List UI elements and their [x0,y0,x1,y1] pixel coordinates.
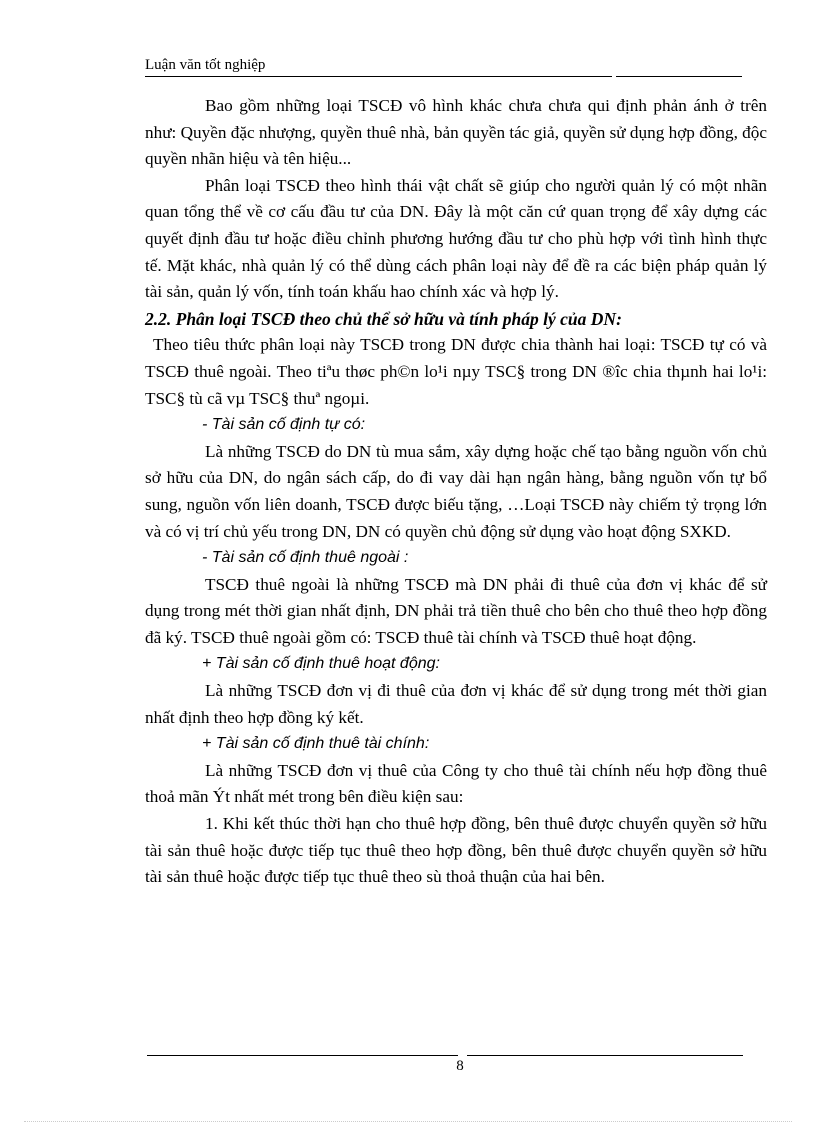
paragraph-condition-1: 1. Khi kết thúc thời hạn cho thuê hợp đồng, bên thuê được chuyển quyền sở hữu tài sản thuê hoặc được tiếp tục thuê theo hợp đồng, bên thuê được chuyển quyền sở hữu tài sản thuê hoặc được tiếp tục thuê theo sù thoả thuận của hai bên. [145,814,767,887]
document-body [145,93,767,891]
page-number: 8 [456,1058,464,1074]
page-header [145,56,742,77]
paragraph-owned-assets: Là những TSCĐ do DN tù mua sắm, xây dựng hoặc chế tạo bằng nguồn vốn chủ sở hữu của DN, do ngân sách cấp, do đi vay dài hạn ngân hàng, bằng nguồn vốn tự bổ sung, nguồn vốn liên doanh, TSCĐ được biếu tặng, …Loại TSCĐ này chiếm tỷ trọng lớn và có vị trí chủ yếu trong DN, DN có quyền chủ động sử dụng vào hoạt động SXKD. [145,441,767,541]
footer-rule-left [147,1055,458,1056]
paragraph-leased-assets: TSCĐ thuê ngoài là những TSCĐ mà DN phải đi thuê của đơn vị khác để sử dụng trong mét thời gian nhất định, DN phải trả tiền thuê cho bên cho thuê theo hợp đồng đã ký. TSCĐ thuê ngoài gồm có: TSCĐ thuê tài chính và TSCĐ thuê hoạt động. [145,574,767,647]
paragraph-classification-criteria: Theo tiêu thức phân loại này TSCĐ trong DN được chia thành hai loại: TSCĐ tự có và TSCĐ thuê ngoài. Theo tiªu thøc ph©n lo¹i nµy TSC§ trong DN ®îc chia thµnh hai lo¹i: TSC§ tù cã vµ TSC§ thuª ngoµi. [145,335,767,408]
subheading-leased-assets: - Tài sản cố định thuê ngoài : [202,549,409,567]
paragraph-classification-benefit: Phân loại TSCĐ theo hình thái vật chất sẽ giúp cho người quản lý có một nhãn quan tổng thể về cơ cấu đầu tư của DN. Đây là một căn cứ quan trọng để xây dựng các quyết định đầu tư hoặc điều chỉnh phương hướng đầu tư cho phù hợp với tình hình thực tế. Mặt khác, nhà quản lý có thể dùng cách phân loại này để đề ra các biện pháp quản lý tài sản, quản lý vốn, tính toán khấu hao chính xác và hợp lý. [145,175,767,302]
subheading-owned-assets: - Tài sản cố định tự có: [202,416,366,434]
page-bottom-border [24,1121,792,1122]
section-heading: 2.2. Phân loại TSCĐ theo chủ thể sở hữu và tính pháp lý của DN: [145,308,622,329]
subheading-finance-lease: + Tài sản cố định thuê tài chính: [202,735,430,753]
subheading-operating-lease: + Tài sản cố định thuê hoạt động: [202,655,440,673]
paragraph-intangible-assets: Bao gồm những loại TSCĐ vô hình khác chưa chưa qui định phản ánh ở trên như: Quyền đặc nhượng, quyền thuê nhà, bản quyền tác giả, quyền sử dụng hợp đồng, độc quyền nhãn hiệu và tên hiệu... [145,96,767,169]
paragraph-operating-lease: Là những TSCĐ đơn vị đi thuê của đơn vị khác để sử dụng trong mét thời gian nhất định theo hợp đồng ký kết. [145,681,767,727]
paragraph-finance-lease: Là những TSCĐ đơn vị thuê của Công ty cho thuê tài chính nếu hợp đồng thuê thoả mãn Ýt nhất mét trong bên điều kiện sau: [145,760,767,807]
header-rule-gap [612,56,616,78]
header-title: Luận văn tốt nghiệp [145,57,266,73]
footer-rule-right [467,1055,743,1056]
